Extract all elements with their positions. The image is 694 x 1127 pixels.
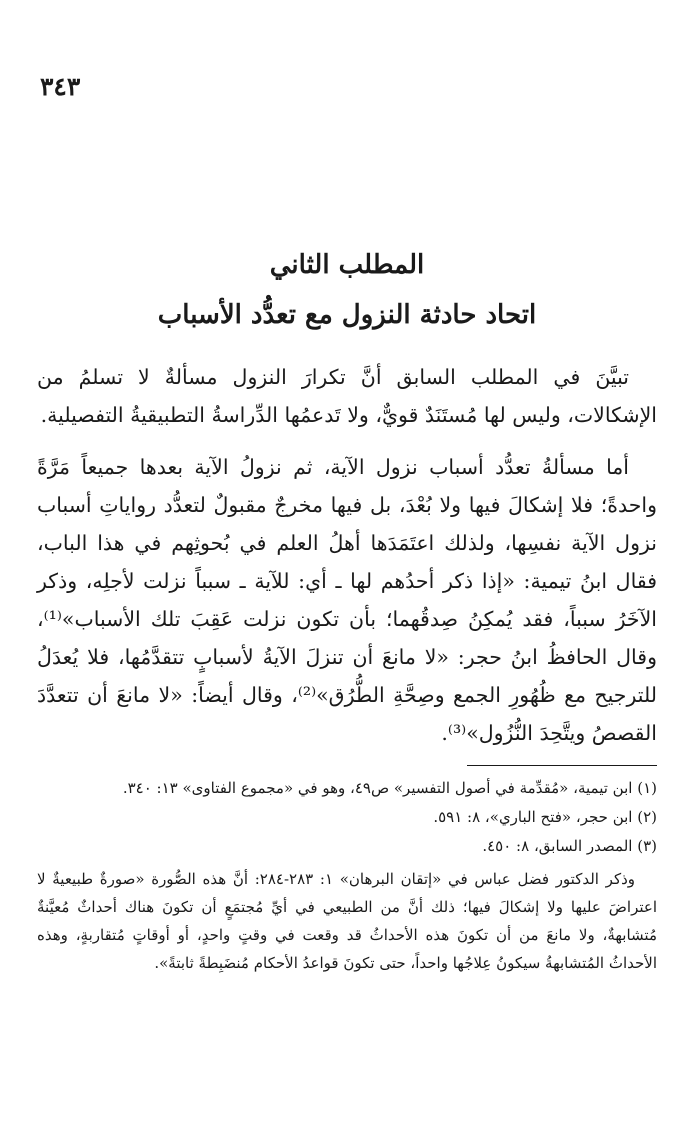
footnote-3-continuation: وذكر الدكتور فضل عباس في «إتقان البرهان» ١: ٢٨٣-٢٨٤: أنَّ هذه الصُّورة «صورةٌ طبيعيةٌ لا اعتراضَ عليها ولا إشكالَ فيها؛ ذلك أنَّ من الطبيعي في أيِّ مُجتمَعٍ أن تكونَ هناك أحداثٌ مُعيَّنةٌ مُتشابهةٌ، ولا مانعَ من أن تكونَ هذه الأحداثُ قد وقعت في وقتٍ واحدٍ، أو أوقاتٍ مُتقاربةٍ، وهذه الأحداثُ المُتشابهةُ سيكونُ عِلاجُها واحداً، حتى تكونَ قواعدُ الأحكام مُنضَبِطةً ثابتةً». — [37, 870, 657, 972]
main-text — [37, 358, 657, 758]
footnote-1: (١) ابن تيمية، «مُقدِّمة في أصول التفسير» ص٤٩، وهو في «مجموع الفتاوى» ١٣: ٣٤٠. — [122, 779, 657, 797]
section-title: المطلب الثاني — [269, 250, 425, 280]
paragraph-2: أما مسألةُ تعدُّد أسباب نزول الآية، ثم نزولُ الآية بعدها جميعاً مَرَّةً واحدةً؛ فلا إشكالَ فيها ولا بُعْدَ، بل فيها مخرجٌ مقبولٌ لتعدُّد رواياتِ أسباب نزول الآية نفسِها، ولذلك اعتَمَدَها أهلُ العلم في بُحوثِهم في هذا الباب، فقال ابنُ تيمية: «إذا ذكر أحدُهم لها ـ أي: للآية ـ سبباً نزلت لأجلِه، وذكر الآخَرُ سبباً، فقد يُمكِنُ صِدقُهما؛ بأن تكون نزلت عَقِبَ تلك الأسباب»⁽¹⁾، وقال الحافظُ ابنُ حجر: «لا مانعَ أن تنزلَ الآيةُ لأسبابٍ تتقدَّمُها، فلا يُعدَلُ للترجيح مع ظُهُورِ الجمع وصِحَّةِ الطُّرُق»⁽²⁾، وقال أيضاً: «لا مانعَ أن تتعدَّدَ القصصُ ويتَّحِدَ النُّزُول»⁽³⁾. — [37, 455, 658, 745]
section-heading — [0, 240, 694, 340]
paragraph-1: تبيَّنَ في المطلب السابق أنَّ تكرارَ النزول مسألةٌ لا تسلمُ من الإشكالات، وليس لها مُستَنَدٌ قويٌّ، ولا تَدعمُها الدِّراسةُ التطبيقيةُ التفصيلية. — [37, 365, 657, 427]
page-number: ٣٤٣ — [40, 72, 81, 101]
section-subtitle: اتحاد حادثة النزول مع تعدُّد الأسباب — [157, 300, 537, 330]
footnote-3: (٣) المصدر السابق، ٨: ٤٥٠. — [482, 837, 657, 855]
footnotes — [37, 774, 657, 977]
footnote-divider — [467, 765, 657, 766]
footnote-2: (٢) ابن حجر، «فتح الباري»، ٨: ٥٩١. — [433, 808, 657, 826]
